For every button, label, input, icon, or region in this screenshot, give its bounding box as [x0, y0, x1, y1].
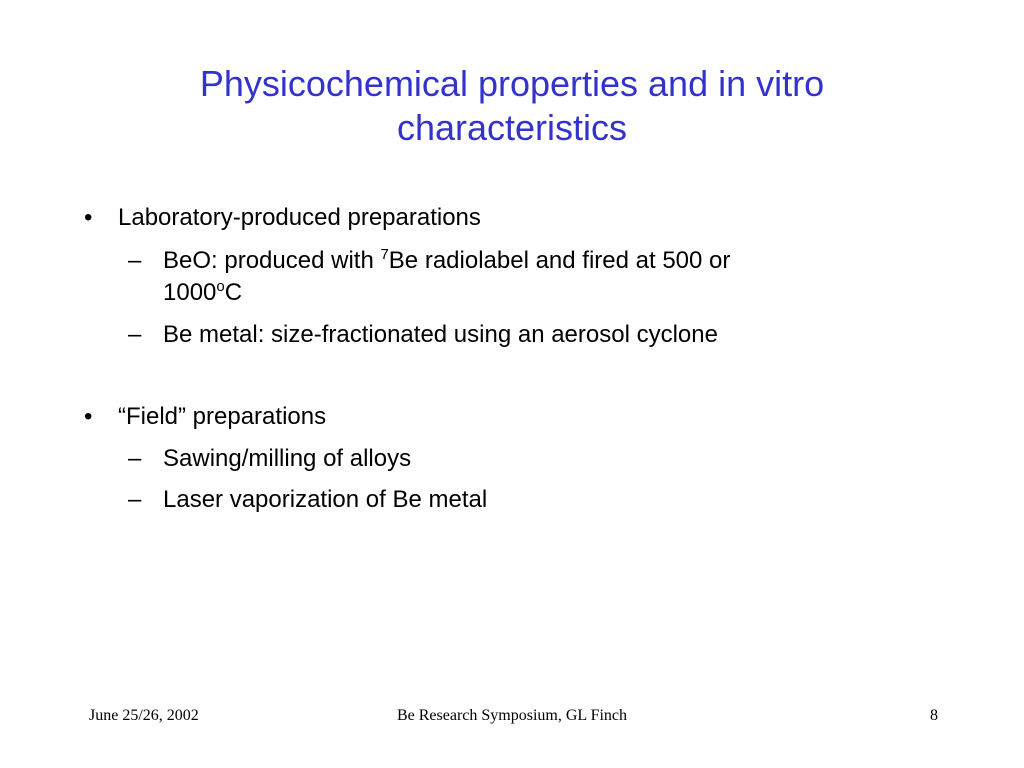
- sub-bullet-text-part: 1000: [163, 279, 217, 306]
- slide-title: [80, 62, 944, 150]
- slide-title-line-2: characteristics: [396, 107, 628, 148]
- sub-bullet-text-part: BeO: produced with: [163, 247, 381, 274]
- sub-bullet-text: Laser vaporization of Be metal: [163, 486, 488, 513]
- footer-title: Be Research Symposium, GL Finch: [396, 707, 628, 724]
- footer-date: June 25/26, 2002: [89, 707, 199, 724]
- page-number: 8: [930, 707, 938, 724]
- sub-bullet-marker: –: [128, 445, 142, 472]
- sub-bullet-text-part: C: [224, 279, 243, 306]
- superscript-isotope: 7: [380, 246, 389, 263]
- superscript-degree: o: [216, 278, 225, 295]
- sub-bullet-text: [163, 245, 863, 309]
- bullet-marker: •: [84, 204, 93, 231]
- sub-bullet-text: Be metal: size-fractionated using an aerosol cyclone: [163, 321, 718, 348]
- sub-bullet-marker: –: [128, 486, 142, 513]
- sub-bullet-text-part: Be radiolabel and fired at 500 or: [388, 247, 731, 274]
- bullet-marker: •: [84, 403, 93, 430]
- bullet-text: “Field” preparations: [118, 403, 327, 430]
- slide-title-line-1: Physicochemical properties and in vitro: [199, 63, 825, 104]
- sub-bullet-marker: –: [128, 321, 142, 348]
- sub-bullet-text: Sawing/milling of alloys: [163, 445, 412, 472]
- sub-bullet-marker: –: [128, 247, 142, 274]
- bullet-text: Laboratory-produced preparations: [118, 204, 481, 231]
